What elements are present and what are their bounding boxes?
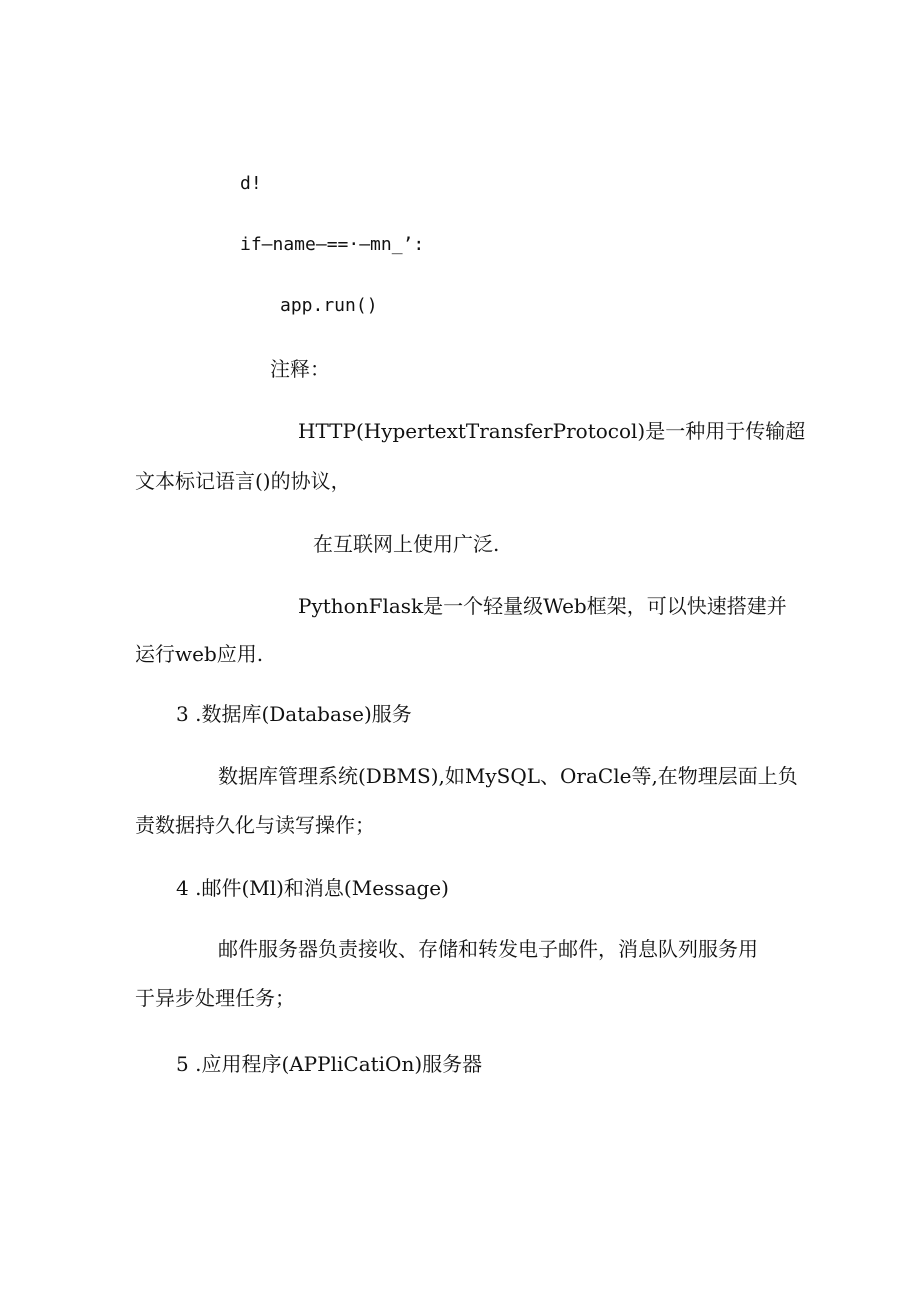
code-line-2: if—name—==·—mn_’:	[240, 234, 425, 255]
internet-usage-line: 在互联网上使用广泛.	[313, 532, 500, 556]
code-line-3: app.run()	[280, 295, 378, 316]
flask-paragraph-line-2: 运行web应用.	[135, 642, 264, 666]
http-paragraph-line-1: HTTP(HypertextTransferProtocol)是一种用于传输超	[298, 419, 806, 443]
http-paragraph-line-2: 文本标记语言()的协议，	[135, 469, 351, 493]
section-4-heading: 4 .邮件(Ml)和消息(Message)	[176, 876, 449, 900]
section-4-body-line-2: 于异步处理任务；	[135, 986, 295, 1010]
section-3-body-line-2: 责数据持久化与读写操作；	[135, 813, 375, 837]
note-label: 注释：	[270, 357, 330, 381]
flask-paragraph-line-1: PythonFlask是一个轻量级Web框架，可以快速搭建并	[298, 594, 787, 618]
section-3-body-line-1: 数据库管理系统(DBMS),如MySQL、OraCle等,在物理层面上负	[218, 764, 798, 788]
section-5-heading: 5 .应用程序(APPliCatiOn)服务器	[176, 1052, 483, 1076]
section-4-body-line-1: 邮件服务器负责接收、存储和转发电子邮件，消息队列服务用	[218, 937, 758, 961]
section-3-heading: 3 .数据库(Database)服务	[176, 702, 412, 726]
code-line-1: d!	[240, 173, 262, 194]
